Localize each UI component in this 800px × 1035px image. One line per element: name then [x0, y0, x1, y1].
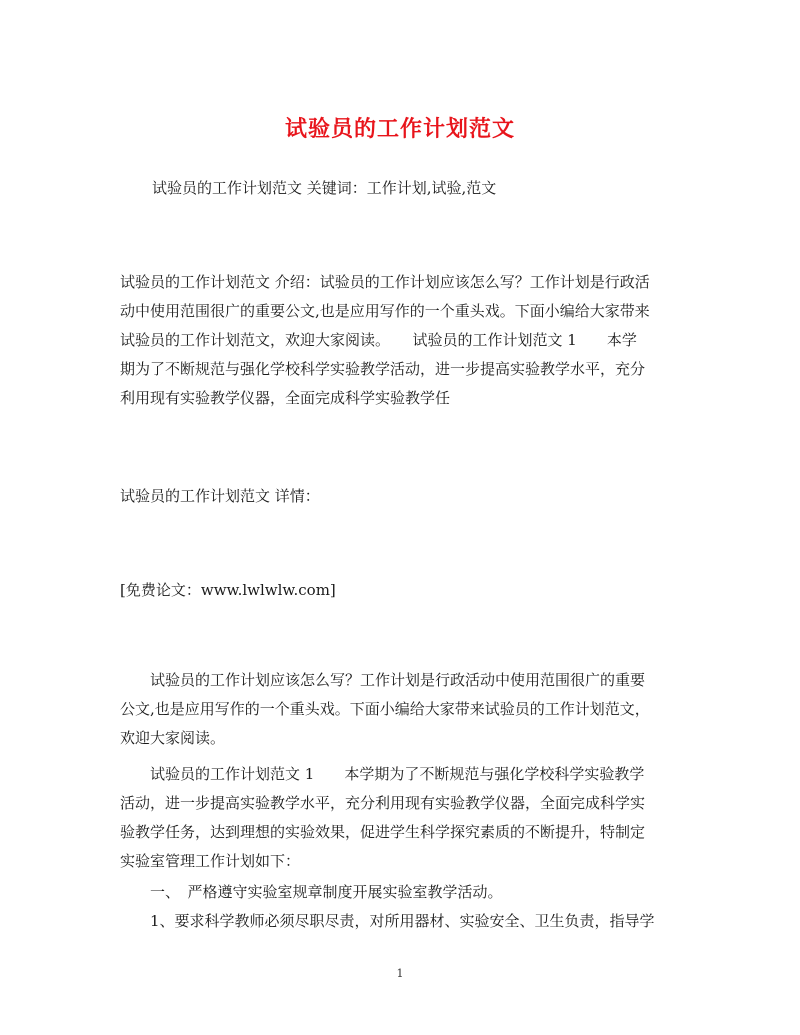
source-line: [免费论文：www.lwlwlw.com]: [120, 581, 336, 599]
body-line: 试验员的工作计划应该怎么写？工作计划是行政活动中使用范围很广的重要: [120, 671, 646, 689]
intro-line: 试验员的工作计划范文，欢迎大家阅读。 试验员的工作计划范文 1 本学: [120, 331, 637, 349]
body-line: 实验室管理工作计划如下：: [120, 852, 301, 870]
intro-line: 试验员的工作计划范文 介绍：试验员的工作计划应该怎么写？工作计划是行政活: [120, 273, 650, 291]
body-line: 欢迎大家阅读。: [120, 729, 226, 747]
body-line: 试验员的工作计划范文 1 本学期为了不断规范与强化学校科学实验教学: [120, 765, 645, 783]
details-line: 试验员的工作计划范文 详情：: [120, 487, 320, 505]
body-paragraph-1: [120, 666, 685, 753]
keywords-line: 试验员的工作计划范文 关键词：工作计划,试验,范文: [152, 179, 497, 197]
document-title: 试验员的工作计划范文: [284, 116, 515, 142]
intro-paragraph: [120, 268, 685, 413]
body-paragraph-2: [120, 760, 685, 876]
body-line: 公文,也是应用写作的一个重头戏。下面小编给大家带来试验员的工作计划范文，: [120, 700, 650, 718]
body-line: 活动，进一步提高实验教学水平，充分利用现有实验教学仪器，全面完成科学实: [120, 794, 646, 812]
intro-line: 利用现有实验教学仪器，全面完成科学实验教学任: [120, 389, 451, 407]
page-number: 1: [396, 967, 404, 980]
section-heading-1: 一、 严格遵守实验室规章制度开展实验室教学活动。: [120, 883, 503, 901]
body-line: 验教学任务，达到理想的实验效果，促进学生科学探究素质的不断提升，特制定: [120, 823, 646, 841]
intro-line: 动中使用范围很广的重要公文,也是应用写作的一个重头戏。下面小编给大家带来: [120, 302, 650, 320]
intro-line: 期为了不断规范与强化学校科学实验教学活动，进一步提高实验教学水平，充分: [120, 360, 646, 378]
body-paragraph-3: 1、要求科学教师必须尽职尽责，对所用器材、实验安全、卫生负责，指导学: [120, 912, 655, 930]
